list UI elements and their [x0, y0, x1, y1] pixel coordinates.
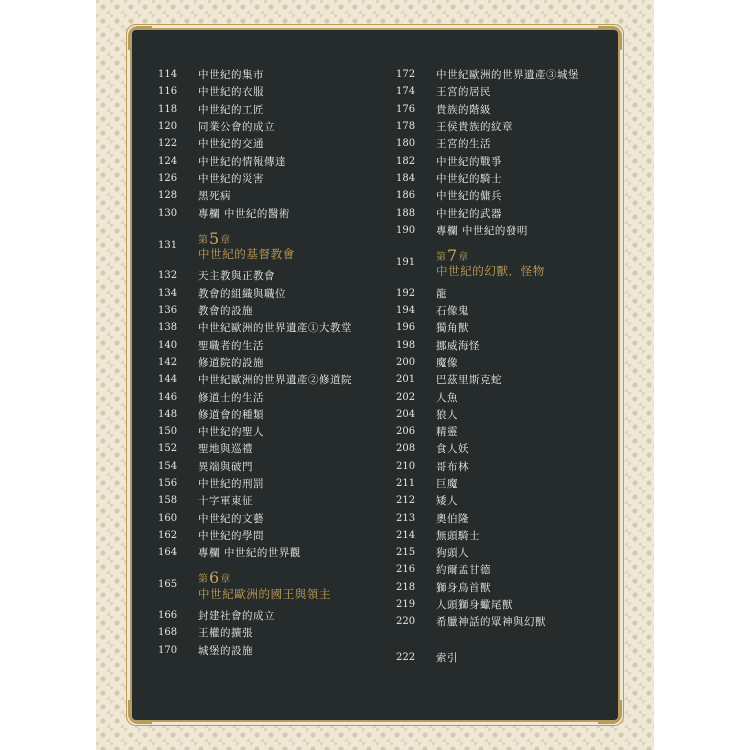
toc-entry [158, 170, 388, 187]
toc-entry [396, 285, 626, 302]
page-number: 219 [396, 599, 416, 611]
toc-entry [158, 458, 388, 475]
page-number: 160 [158, 512, 178, 524]
toc-group [158, 267, 388, 561]
toc-entry [396, 613, 626, 630]
page-number: 165 [158, 579, 178, 591]
entry-title: 龍 [436, 287, 447, 300]
entry-title: 精靈 [436, 426, 458, 439]
toc-entry [396, 118, 626, 135]
entry-title: 挪威海怪 [436, 339, 480, 352]
toc-entry [396, 579, 626, 596]
toc-entry [158, 607, 388, 624]
toc-entry [396, 544, 626, 561]
entry-title: 中世紀的災害 [198, 172, 264, 185]
page-number: 146 [158, 391, 178, 403]
entry-title: 貴族的階級 [436, 103, 491, 116]
toc-entry [158, 388, 388, 405]
entry-title: 約爾孟甘德 [436, 564, 491, 577]
toc-entry [396, 319, 626, 336]
page-number: 182 [396, 155, 416, 167]
entry-title: 中世紀歐洲的世界遺產①大教堂 [198, 322, 352, 335]
page-number: 150 [158, 426, 178, 438]
entry-title: 城堡的設施 [198, 644, 253, 657]
toc-entry [158, 152, 388, 169]
entry-title: 中世紀的戰爭 [436, 155, 502, 168]
entry-title: 黑死病 [198, 190, 231, 203]
page-number: 201 [396, 374, 416, 386]
frame-corner-ornament [598, 700, 622, 724]
page-number: 164 [158, 547, 178, 559]
page-number: 210 [396, 460, 416, 472]
entry-title: 王侯貴族的紋章 [436, 121, 513, 134]
page-number: 122 [158, 138, 178, 150]
toc-entry [396, 336, 626, 353]
entry-title: 中世紀的衣服 [198, 86, 264, 99]
entry-title: 狼人 [436, 408, 458, 421]
toc-entry [396, 388, 626, 405]
toc-entry [396, 101, 626, 118]
entry-title: 教會的組織與職位 [198, 287, 286, 300]
page-number: 184 [396, 172, 416, 184]
toc-entry [158, 423, 388, 440]
toc-entry [396, 561, 626, 578]
chapter-heading-text [436, 247, 545, 279]
page-number: 180 [396, 138, 416, 150]
page-number: 194 [396, 305, 416, 317]
chapter-suffix: 章 [220, 574, 231, 586]
chapter-suffix: 章 [458, 251, 469, 263]
frame-corner-ornament [128, 26, 152, 50]
page-number: 202 [396, 391, 416, 403]
page-number: 208 [396, 443, 416, 455]
entry-title: 異端與破門 [198, 460, 253, 473]
page-number: 215 [396, 547, 416, 559]
page-number: 140 [158, 339, 178, 351]
chapter-heading [158, 230, 388, 262]
toc-entry [158, 544, 388, 561]
toc-left-column [158, 66, 388, 659]
entry-title: 專欄 中世紀的發明 [436, 224, 528, 237]
page-number: 114 [158, 69, 178, 81]
page-number: 170 [158, 644, 178, 656]
chapter-number: 5 [209, 228, 220, 248]
page-number: 212 [396, 495, 416, 507]
page-number: 196 [396, 322, 416, 334]
frame-corner-ornament [128, 700, 152, 724]
page-number: 216 [396, 564, 416, 576]
page-number: 211 [396, 477, 416, 489]
page-number: 156 [158, 477, 178, 489]
toc-entry [396, 475, 626, 492]
toc-entry [158, 83, 388, 100]
page-number: 172 [396, 69, 416, 81]
page-number: 130 [158, 207, 178, 219]
toc-entry [158, 354, 388, 371]
entry-title: 中世紀的傭兵 [436, 190, 502, 203]
entry-title: 食人妖 [436, 443, 469, 456]
toc-entry [396, 596, 626, 613]
toc-entry [396, 458, 626, 475]
page-number: 190 [396, 224, 416, 236]
page-number: 128 [158, 190, 178, 202]
page-number: 118 [158, 103, 178, 115]
chapter-heading [396, 247, 626, 279]
page-number: 166 [158, 610, 178, 622]
page-number: 158 [158, 495, 178, 507]
entry-title: 中世紀的武器 [436, 207, 502, 220]
entry-title: 獅身鳥首獸 [436, 581, 491, 594]
entry-title: 中世紀的工匠 [198, 103, 264, 116]
toc-entry [158, 527, 388, 544]
entry-title: 中世紀的集市 [198, 69, 264, 82]
page-number: 136 [158, 305, 178, 317]
toc-panel [132, 30, 618, 720]
entry-title: 中世紀的交通 [198, 138, 264, 151]
toc-entry-index [396, 649, 626, 666]
page-number: 134 [158, 287, 178, 299]
toc-entry [158, 319, 388, 336]
page-number: 206 [396, 426, 416, 438]
entry-title: 中世紀歐洲的世界遺產②修道院 [198, 374, 352, 387]
chapter-heading [158, 569, 388, 601]
page-number: 152 [158, 443, 178, 455]
entry-title: 封建社會的成立 [198, 610, 275, 623]
toc-entry [158, 101, 388, 118]
toc-entry [158, 187, 388, 204]
toc-entry [158, 624, 388, 641]
toc-entry [396, 222, 626, 239]
toc-entry [158, 302, 388, 319]
toc-right-column [396, 66, 626, 666]
frame-corner-ornament [598, 26, 622, 50]
entry-title: 奧伯隆 [436, 512, 469, 525]
page-number: 222 [396, 651, 416, 663]
entry-title: 聖地與巡禮 [198, 443, 253, 456]
entry-title: 希臘神話的眾神與幻獸 [436, 616, 546, 629]
page-number: 218 [396, 581, 416, 593]
entry-title: 十字軍東征 [198, 495, 253, 508]
page-number: 138 [158, 322, 178, 334]
toc-entry [158, 135, 388, 152]
entry-title: 巨魔 [436, 477, 458, 490]
toc-entry [158, 204, 388, 221]
entry-title: 狗頭人 [436, 547, 469, 560]
page-number: 120 [158, 121, 178, 133]
page-number: 192 [396, 287, 416, 299]
page-number: 214 [396, 529, 416, 541]
toc-entry [158, 475, 388, 492]
entry-title: 修道會的種類 [198, 408, 264, 421]
chapter-heading-text [198, 230, 295, 262]
toc-entry [158, 440, 388, 457]
page-number: 124 [158, 155, 178, 167]
chapter-label [198, 569, 331, 587]
page-number: 162 [158, 529, 178, 541]
entry-title: 天主教與正教會 [198, 270, 275, 283]
entry-title: 王權的擴張 [198, 627, 253, 640]
toc-entry [158, 66, 388, 83]
toc-entry [396, 187, 626, 204]
toc-entry [158, 285, 388, 302]
entry-title: 同業公會的成立 [198, 121, 275, 134]
toc-entry [396, 354, 626, 371]
chapter-number: 6 [209, 568, 220, 588]
page-number: 174 [396, 86, 416, 98]
toc-entry [158, 642, 388, 659]
entry-title: 巴茲里斯克蛇 [436, 374, 502, 387]
entry-title: 哥布林 [436, 460, 469, 473]
page-number: 168 [158, 627, 178, 639]
toc-entry [396, 527, 626, 544]
entry-title: 索引 [436, 651, 458, 664]
page-number: 191 [396, 256, 416, 268]
entry-title: 獨角獸 [436, 322, 469, 335]
entry-title: 王宮的生活 [436, 138, 491, 151]
toc-group [396, 285, 626, 631]
toc-entry [396, 302, 626, 319]
toc-entry [396, 371, 626, 388]
entry-title: 矮人 [436, 495, 458, 508]
chapter-title: 中世紀歐洲的國王與領主 [198, 586, 332, 601]
toc-group [158, 607, 388, 659]
toc-entry [396, 509, 626, 526]
entry-title: 中世紀歐洲的世界遺產③城堡 [436, 69, 579, 82]
entry-title: 中世紀的情報傳達 [198, 155, 286, 168]
toc-entry [158, 118, 388, 135]
toc-entry [396, 66, 626, 83]
page-number: 204 [396, 408, 416, 420]
entry-title: 專欄 中世紀的世界觀 [198, 547, 301, 560]
page-number: 116 [158, 86, 178, 98]
page-number: 213 [396, 512, 416, 524]
entry-title: 教會的設施 [198, 305, 253, 318]
entry-title: 中世紀的聖人 [198, 426, 264, 439]
toc-entry [396, 406, 626, 423]
entry-title: 中世紀的騎士 [436, 172, 502, 185]
entry-title: 中世紀的文藝 [198, 512, 264, 525]
toc-entry [158, 492, 388, 509]
page-number: 148 [158, 408, 178, 420]
page-number: 198 [396, 339, 416, 351]
entry-title: 魔像 [436, 356, 458, 369]
page-number: 178 [396, 121, 416, 133]
toc-entry [158, 336, 388, 353]
chapter-suffix: 章 [220, 234, 231, 246]
page-number: 200 [396, 356, 416, 368]
toc-entry [396, 492, 626, 509]
entry-title: 中世紀的刑罰 [198, 477, 264, 490]
page-number: 186 [396, 190, 416, 202]
toc-entry [158, 371, 388, 388]
page-number: 176 [396, 103, 416, 115]
entry-title: 修道院的設施 [198, 356, 264, 369]
toc-group [158, 66, 388, 222]
chapter-prefix: 第 [198, 574, 208, 586]
page-number: 220 [396, 616, 416, 628]
entry-title: 人魚 [436, 391, 458, 404]
toc-entry [396, 83, 626, 100]
entry-title: 石像鬼 [436, 305, 469, 318]
toc-entry [158, 509, 388, 526]
toc-group [396, 66, 626, 239]
entry-title: 修道士的生活 [198, 391, 264, 404]
chapter-label [436, 247, 545, 265]
chapter-number: 7 [447, 245, 458, 265]
toc-entry [396, 440, 626, 457]
entry-title: 專欄 中世紀的醫術 [198, 207, 290, 220]
toc-entry [396, 204, 626, 221]
toc-entry [396, 135, 626, 152]
page-number: 142 [158, 356, 178, 368]
toc-entry [158, 406, 388, 423]
page-number: 154 [158, 460, 178, 472]
entry-title: 無頭騎士 [436, 529, 480, 542]
chapter-heading-text [198, 569, 331, 601]
page-number: 126 [158, 172, 178, 184]
toc-entry [396, 423, 626, 440]
entry-title: 王宮的居民 [436, 86, 491, 99]
chapter-title: 中世紀的幻獸．怪物 [436, 264, 545, 279]
page-number: 131 [158, 239, 178, 251]
toc-entry [158, 267, 388, 284]
toc-entry [396, 170, 626, 187]
page-number: 144 [158, 374, 178, 386]
entry-title: 中世紀的學問 [198, 529, 264, 542]
entry-title: 人頭獅身蠍尾獸 [436, 599, 513, 612]
page-number: 188 [396, 207, 416, 219]
entry-title: 聖職者的生活 [198, 339, 264, 352]
chapter-prefix: 第 [436, 251, 446, 263]
page-number: 132 [158, 270, 178, 282]
chapter-title: 中世紀的基督教會 [198, 247, 295, 262]
toc-entry [396, 152, 626, 169]
chapter-label [198, 230, 295, 248]
chapter-prefix: 第 [198, 234, 208, 246]
